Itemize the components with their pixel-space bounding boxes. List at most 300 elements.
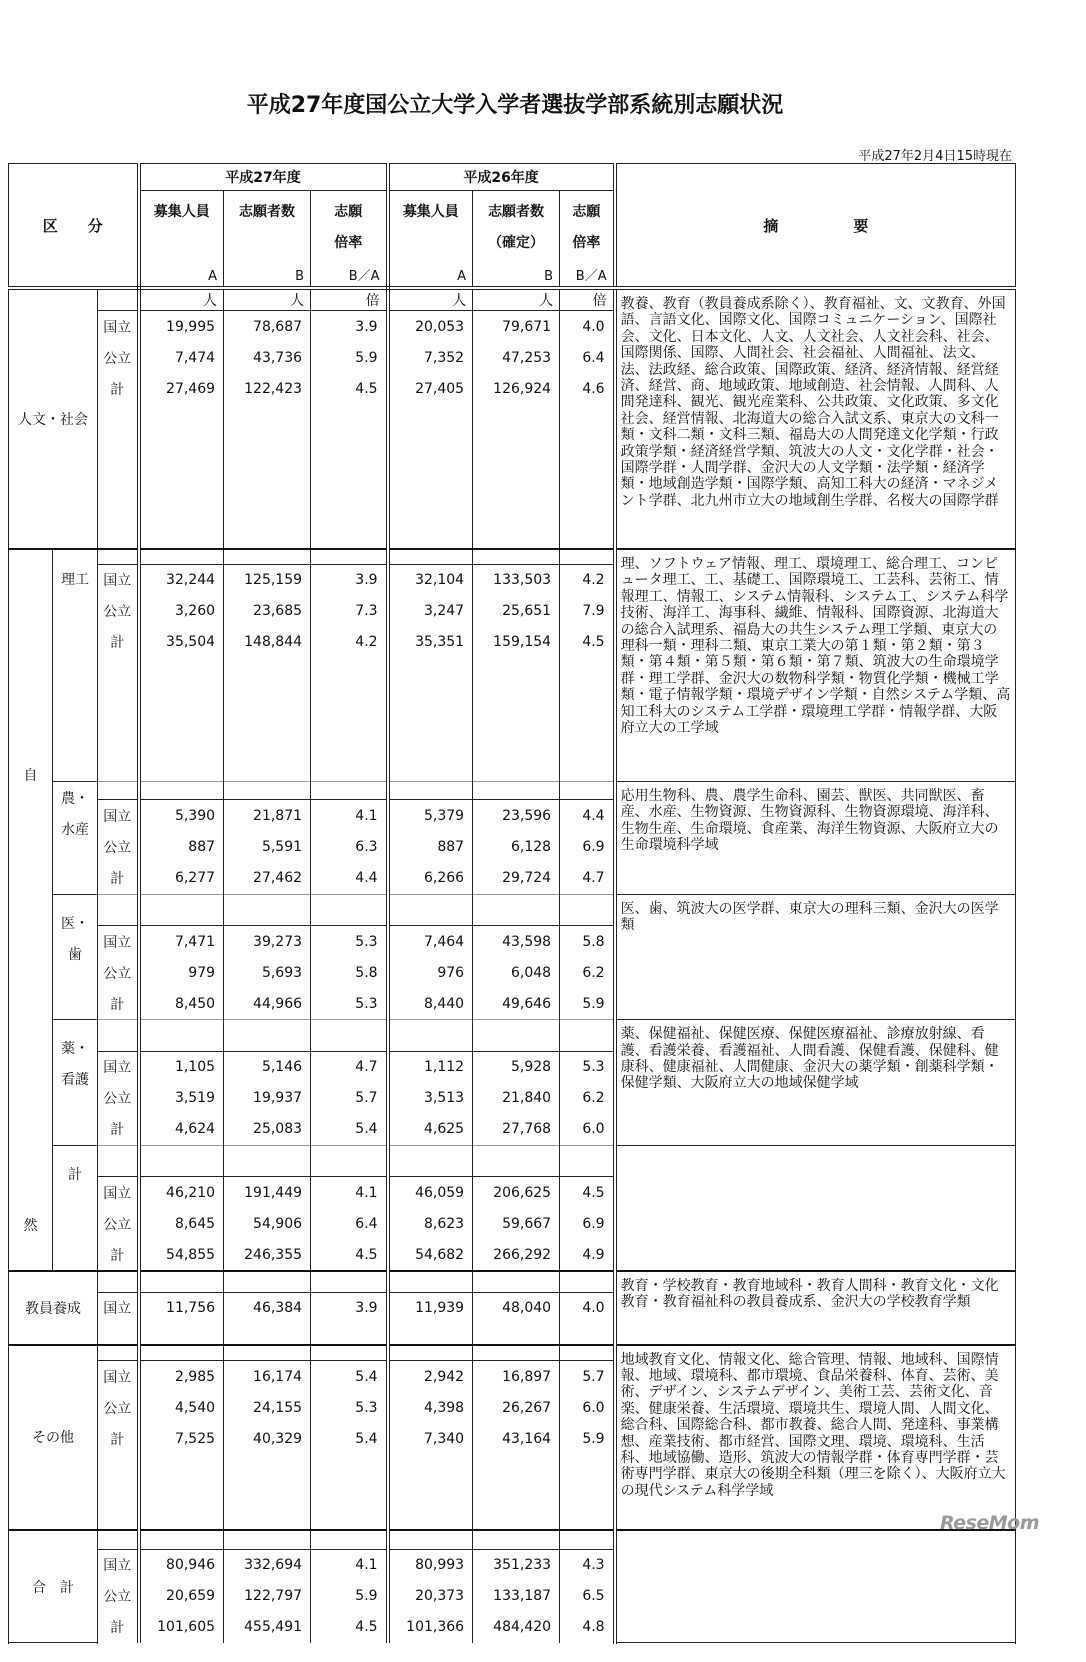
kind-pad <box>98 1271 139 1292</box>
applicants-2015: 5,591 <box>224 831 311 862</box>
cell-pad <box>311 782 388 800</box>
page-title: 平成27年度国公立大学入学者選抜学部系統別志願状況 <box>246 93 784 118</box>
applicants-2015: 27,462 <box>224 862 311 893</box>
cell-pad <box>473 1530 560 1549</box>
ratio-2014: 4.5 <box>560 627 615 658</box>
cell-pad <box>388 1145 473 1176</box>
recruit-2015: 32,244 <box>139 564 224 596</box>
row-kind: 計 <box>98 1423 139 1454</box>
row-kind: 公立 <box>98 596 139 627</box>
row-kind: 国立 <box>98 1292 139 1324</box>
cell-pad <box>139 549 224 564</box>
cell-pad <box>388 404 473 549</box>
recruit-2015: 887 <box>139 831 224 862</box>
recruit-2014: 35,351 <box>388 627 473 658</box>
ratio-2015: 5.3 <box>311 1392 388 1423</box>
recruit-2015: 8,645 <box>139 1208 224 1239</box>
recruit-2014: 4,398 <box>388 1392 473 1423</box>
category-label-shizen <box>9 549 53 1271</box>
applicants-2014: 6,128 <box>473 831 560 862</box>
applicants-2014: 266,292 <box>473 1239 560 1270</box>
cell-pad <box>473 1324 560 1345</box>
ratio-2014: 4.5 <box>560 1177 615 1209</box>
cell-pad <box>473 549 560 564</box>
applicants-2015: 191,449 <box>224 1177 311 1209</box>
header-cols27-col-0 <box>139 191 224 289</box>
category-label: 農・ 水産 <box>53 782 98 895</box>
cell-pad <box>473 1345 560 1361</box>
applicants-2015: 332,694 <box>224 1549 311 1581</box>
category-label: 合 計 <box>9 1530 98 1643</box>
kind-pad <box>98 658 139 782</box>
kind-pad <box>98 1145 139 1176</box>
kind-pad <box>98 1324 139 1345</box>
resemom-watermark-logo: ReseMom <box>940 1512 1040 1534</box>
applicants-2014: 43,164 <box>473 1423 560 1454</box>
summary-cell: 教養、教育（教員養成系除く）、教育福祉、文、文教育、外国語、言語文化、国際文化、国際コミュニケーション、国際社会、文化、日本文化、人文、人文社会、人文社会科、社会、国際関係、国際、人間社会、社会福祉、人間福祉、法文、法、法政経、総合政策、国際政策、経済、経済情報、経営経済、経営、商、地域政策、地域創造、社会情報、人間科、人間発達科、観光、観光産業科、公共政策、文化政策、多文化社会、経営情報、北海道大の総合入試文系、東京大の文科一類・文科二類・文科三類、福島大の人間発達文化学類・行政政策学類・経済経営学類、筑波大の人文・文化学群・社会・国際学群・人間学群、金沢大の人文学類・法学類・経済学類・地域創造学類・国際学類、高知工科大の経済・マネジメント学群、北九州市立大の地域創生学群、名桜大の国際学群 <box>615 288 1016 549</box>
applicants-2015: 5,146 <box>224 1051 311 1083</box>
applicants-2014: 6,048 <box>473 957 560 988</box>
recruit-2014: 101,366 <box>388 1612 473 1643</box>
row-kind: 計 <box>98 862 139 893</box>
applicants-2014: 59,667 <box>473 1208 560 1239</box>
ratio-2014: 4.6 <box>560 373 615 404</box>
recruit-2015: 2,985 <box>139 1361 224 1393</box>
recruit-2015: 6,277 <box>139 862 224 893</box>
cell-pad <box>224 1271 311 1292</box>
recruit-2015: 7,525 <box>139 1423 224 1454</box>
applicants-2015: 122,423 <box>224 373 311 404</box>
ratio-2015: 6.3 <box>311 831 388 862</box>
recruit-2015: 3,260 <box>139 596 224 627</box>
cell-pad <box>560 658 615 782</box>
cell-pad <box>388 658 473 782</box>
applicants-2014: 484,420 <box>473 1612 560 1643</box>
recruit-2014: 54,682 <box>388 1239 473 1270</box>
row-kind: 国立 <box>98 1051 139 1083</box>
applicants-2015: 148,844 <box>224 627 311 658</box>
cell-pad <box>560 1454 615 1530</box>
row-kind: 計 <box>98 627 139 658</box>
category-label: 教員養成 <box>9 1271 98 1345</box>
cell-pad <box>311 1020 388 1051</box>
cell-pad <box>473 1145 560 1176</box>
cell-pad <box>560 782 615 800</box>
cell-pad <box>388 549 473 564</box>
cell-pad <box>224 1324 311 1345</box>
ratio-2014: 5.3 <box>560 1051 615 1083</box>
recruit-2014: 887 <box>388 831 473 862</box>
summary-cell <box>615 1145 1016 1271</box>
ratio-2015: 5.8 <box>311 957 388 988</box>
ratio-2014: 4.9 <box>560 1239 615 1270</box>
header-year26: 平成26年度 <box>388 164 615 191</box>
applicants-2014: 48,040 <box>473 1292 560 1324</box>
applicants-2015: 246,355 <box>224 1239 311 1270</box>
cell-pad <box>139 1145 224 1176</box>
recruit-2014: 8,623 <box>388 1208 473 1239</box>
ratio-2014: 4.8 <box>560 1612 615 1643</box>
ratio-2014: 6.9 <box>560 831 615 862</box>
cell-pad <box>388 1324 473 1345</box>
recruit-2015: 4,540 <box>139 1392 224 1423</box>
cell-pad <box>311 549 388 564</box>
unit-label: 人 <box>139 288 224 311</box>
applicants-2015: 39,273 <box>224 926 311 958</box>
cell-pad <box>560 1020 615 1051</box>
cell-pad <box>388 1530 473 1549</box>
ratio-2015: 4.5 <box>311 373 388 404</box>
recruit-2014: 27,405 <box>388 373 473 404</box>
as-of-date: 平成27年2月4日15時現在 <box>858 149 1012 164</box>
applicants-2014: 16,897 <box>473 1361 560 1393</box>
recruit-2014: 8,440 <box>388 988 473 1019</box>
row-kind: 計 <box>98 1239 139 1270</box>
recruit-2015: 80,946 <box>139 1549 224 1581</box>
ratio-2014: 6.2 <box>560 1083 615 1114</box>
section-pad-row <box>9 782 1016 800</box>
applicants-2014: 27,768 <box>473 1114 560 1145</box>
row-kind: 公立 <box>98 1083 139 1114</box>
recruit-2014: 11,939 <box>388 1292 473 1324</box>
recruit-2015: 27,469 <box>139 373 224 404</box>
row-kind: 国立 <box>98 1177 139 1209</box>
applicants-2014: 29,724 <box>473 862 560 893</box>
applicants-2015: 44,966 <box>224 988 311 1019</box>
recruit-2014: 1,112 <box>388 1051 473 1083</box>
row-kind: 国立 <box>98 564 139 596</box>
category-label: その他 <box>9 1345 98 1531</box>
summary-cell: 薬、保健福祉、保健医療、保健医療福祉、診療放射線、看護、看護栄養、看護福祉、人間看護、保健看護、保健科、健康科、健康福祉、人間健康、金沢大の薬学類・創薬科学類・保健学類、大阪府立大の地域保健学域 <box>615 1020 1016 1145</box>
applicants-2015: 122,797 <box>224 1581 311 1612</box>
recruit-2015: 46,210 <box>139 1177 224 1209</box>
row-kind: 計 <box>98 1114 139 1145</box>
recruit-2014: 20,373 <box>388 1581 473 1612</box>
recruit-2014: 6,266 <box>388 862 473 893</box>
recruit-2014: 2,942 <box>388 1361 473 1393</box>
cell-pad <box>139 1454 224 1530</box>
ratio-2014: 4.7 <box>560 862 615 893</box>
recruit-2015: 3,519 <box>139 1083 224 1114</box>
cell-pad <box>473 1454 560 1530</box>
ratio-2014: 6.5 <box>560 1581 615 1612</box>
row-kind: 計 <box>98 373 139 404</box>
kind-pad <box>98 1345 139 1361</box>
kind-pad <box>98 404 139 549</box>
ratio-2015: 5.4 <box>311 1361 388 1393</box>
kind-pad <box>98 549 139 564</box>
row-kind: 国立 <box>98 311 139 343</box>
cell-pad <box>224 549 311 564</box>
ratio-2015: 4.7 <box>311 1051 388 1083</box>
row-kind: 国立 <box>98 1361 139 1393</box>
header-cols26-col-0 <box>388 191 473 289</box>
cell-pad <box>311 404 388 549</box>
ratio-2014: 5.9 <box>560 988 615 1019</box>
applicants-2014: 159,154 <box>473 627 560 658</box>
applicants-2014: 5,928 <box>473 1051 560 1083</box>
recruit-2014: 80,993 <box>388 1549 473 1581</box>
ratio-2015: 4.2 <box>311 627 388 658</box>
cell-pad <box>311 1271 388 1292</box>
recruit-2014: 4,625 <box>388 1114 473 1145</box>
cell-pad <box>224 404 311 549</box>
recruit-2015: 979 <box>139 957 224 988</box>
cell-pad <box>139 1530 224 1549</box>
cell-pad <box>139 404 224 549</box>
cell-pad <box>560 549 615 564</box>
cell-pad <box>139 1271 224 1292</box>
applicants-2014: 23,596 <box>473 800 560 832</box>
cell-pad <box>311 1324 388 1345</box>
section-pad-row <box>9 1020 1016 1051</box>
cell-pad <box>473 782 560 800</box>
recruit-2015: 4,624 <box>139 1114 224 1145</box>
ratio-2014: 7.9 <box>560 596 615 627</box>
cell-pad <box>224 894 311 925</box>
recruit-2015: 5,390 <box>139 800 224 832</box>
recruit-2015: 54,855 <box>139 1239 224 1270</box>
applicants-2014: 49,646 <box>473 988 560 1019</box>
ratio-2014: 6.4 <box>560 342 615 373</box>
cell-pad <box>224 1020 311 1051</box>
shizen-char: 然 <box>23 1218 38 1234</box>
row-kind: 国立 <box>98 1549 139 1581</box>
header-column-label: 志願 倍率 <box>572 204 601 251</box>
header-cols26-col-2 <box>560 191 615 289</box>
section-pad-row <box>9 549 1016 564</box>
applicants-2015: 16,174 <box>224 1361 311 1393</box>
kind-pad <box>98 288 139 311</box>
unit-label: 人 <box>224 288 311 311</box>
ratio-2015: 3.9 <box>311 1292 388 1324</box>
recruit-2014: 20,053 <box>388 311 473 343</box>
kind-pad <box>98 1530 139 1549</box>
header-category: 区 分 <box>9 164 139 289</box>
header-cols26-col-1 <box>473 191 560 289</box>
recruit-2014: 32,104 <box>388 564 473 596</box>
ratio-2014: 6.0 <box>560 1114 615 1145</box>
row-kind: 公立 <box>98 1208 139 1239</box>
recruit-2015: 19,995 <box>139 311 224 343</box>
recruit-2014: 7,352 <box>388 342 473 373</box>
cell-pad <box>311 894 388 925</box>
category-label: 人文・社会 <box>9 288 98 549</box>
cell-pad <box>139 1345 224 1361</box>
unit-label: 人 <box>388 288 473 311</box>
ratio-2015: 5.3 <box>311 988 388 1019</box>
header-column-label: 志願者数 （確定） <box>488 204 545 251</box>
cell-pad <box>224 1145 311 1176</box>
applicants-2014: 26,267 <box>473 1392 560 1423</box>
recruit-2015: 20,659 <box>139 1581 224 1612</box>
applicants-2014: 25,651 <box>473 596 560 627</box>
row-kind: 国立 <box>98 800 139 832</box>
cell-pad <box>311 1145 388 1176</box>
recruit-2014: 976 <box>388 957 473 988</box>
ratio-2015: 4.4 <box>311 862 388 893</box>
category-label: 医・ 歯 <box>53 894 98 1019</box>
header-column-formula: A <box>457 269 467 284</box>
applicants-2014: 21,840 <box>473 1083 560 1114</box>
section-pad-row <box>9 1271 1016 1292</box>
applicants-2015: 19,937 <box>224 1083 311 1114</box>
recruit-2015: 35,504 <box>139 627 224 658</box>
header-column-formula: A <box>208 269 218 284</box>
header-column-formula: B <box>295 269 305 284</box>
cell-pad <box>388 894 473 925</box>
ratio-2015: 3.9 <box>311 564 388 596</box>
cell-pad <box>224 1454 311 1530</box>
header-column-formula: B <box>544 269 554 284</box>
cell-pad <box>139 1020 224 1051</box>
cell-pad <box>224 1345 311 1361</box>
recruit-2015: 7,474 <box>139 342 224 373</box>
applicants-2015: 23,685 <box>224 596 311 627</box>
cell-pad <box>560 404 615 549</box>
recruit-2015: 1,105 <box>139 1051 224 1083</box>
application-status-table <box>8 163 1016 1643</box>
cell-pad <box>311 658 388 782</box>
cell-pad <box>560 1271 615 1292</box>
cell-pad <box>311 1454 388 1530</box>
cell-pad <box>388 1020 473 1051</box>
applicants-2015: 5,693 <box>224 957 311 988</box>
ratio-2015: 5.4 <box>311 1423 388 1454</box>
cell-pad <box>224 1530 311 1549</box>
cell-pad <box>560 1145 615 1176</box>
applicants-2014: 206,625 <box>473 1177 560 1209</box>
header-column-formula: B／A <box>575 269 607 284</box>
cell-pad <box>560 1324 615 1345</box>
cell-pad <box>473 894 560 925</box>
cell-pad <box>139 782 224 800</box>
applicants-2014: 126,924 <box>473 373 560 404</box>
kind-pad <box>98 1454 139 1530</box>
header-cols27-col-2 <box>311 191 388 289</box>
applicants-2015: 455,491 <box>224 1612 311 1643</box>
recruit-2015: 101,605 <box>139 1612 224 1643</box>
applicants-2015: 78,687 <box>224 311 311 343</box>
ratio-2014: 5.7 <box>560 1361 615 1393</box>
cell-pad <box>473 1271 560 1292</box>
kind-pad <box>98 782 139 800</box>
cell-pad <box>473 404 560 549</box>
cell-pad <box>560 1345 615 1361</box>
ratio-2015: 6.4 <box>311 1208 388 1239</box>
unit-label: 倍 <box>560 288 615 311</box>
recruit-2015: 8,450 <box>139 988 224 1019</box>
applicants-2015: 40,329 <box>224 1423 311 1454</box>
ratio-2015: 4.1 <box>311 800 388 832</box>
ratio-2014: 4.2 <box>560 564 615 596</box>
recruit-2014: 5,379 <box>388 800 473 832</box>
ratio-2014: 4.0 <box>560 311 615 343</box>
summary-cell: 教育・学校教育・教育地域科・教育人間科・教育文化・文化教育・教育福祉科の教員養成系、金沢大の学校教育学類 <box>615 1271 1016 1345</box>
header-year27: 平成27年度 <box>139 164 388 191</box>
applicants-2015: 43,736 <box>224 342 311 373</box>
recruit-2015: 7,471 <box>139 926 224 958</box>
row-kind: 公立 <box>98 1392 139 1423</box>
row-kind: 計 <box>98 988 139 1019</box>
recruit-2015: 11,756 <box>139 1292 224 1324</box>
recruit-2014: 46,059 <box>388 1177 473 1209</box>
applicants-2014: 79,671 <box>473 311 560 343</box>
row-kind: 公立 <box>98 957 139 988</box>
ratio-2015: 7.3 <box>311 596 388 627</box>
shizen-char: 自 <box>23 768 38 784</box>
cell-pad <box>388 1271 473 1292</box>
row-kind: 国立 <box>98 926 139 958</box>
row-kind: 公立 <box>98 342 139 373</box>
cell-pad <box>388 1454 473 1530</box>
recruit-2014: 3,513 <box>388 1083 473 1114</box>
header-column-formula: B／A <box>348 269 380 284</box>
kind-pad <box>98 1020 139 1051</box>
ratio-2015: 4.5 <box>311 1612 388 1643</box>
ratio-2015: 3.9 <box>311 311 388 343</box>
recruit-2014: 3,247 <box>388 596 473 627</box>
ratio-2015: 4.5 <box>311 1239 388 1270</box>
cell-pad <box>473 1020 560 1051</box>
applicants-2015: 24,155 <box>224 1392 311 1423</box>
applicants-2014: 351,233 <box>473 1549 560 1581</box>
section-pad-row <box>9 1345 1016 1361</box>
ratio-2014: 4.4 <box>560 800 615 832</box>
applicants-2015: 25,083 <box>224 1114 311 1145</box>
section-pad-row <box>9 1530 1016 1549</box>
ratio-2014: 4.0 <box>560 1292 615 1324</box>
section-pad-row <box>9 288 1016 311</box>
header-column-label: 志願 倍率 <box>334 204 363 251</box>
applicants-2014: 43,598 <box>473 926 560 958</box>
category-label: 理工 <box>53 549 98 782</box>
ratio-2015: 5.4 <box>311 1114 388 1145</box>
cell-pad <box>473 658 560 782</box>
summary-cell: 医、歯、筑波大の医学群、東京大の理科三類、金沢大の医学類 <box>615 894 1016 1019</box>
cell-pad <box>311 1345 388 1361</box>
ratio-2014: 6.2 <box>560 957 615 988</box>
recruit-2014: 7,340 <box>388 1423 473 1454</box>
cell-pad <box>224 658 311 782</box>
recruit-2014: 7,464 <box>388 926 473 958</box>
header-column-label: 募集人員 <box>402 204 459 220</box>
row-kind: 公立 <box>98 1581 139 1612</box>
header-column-label: 志願者数 <box>239 204 296 220</box>
ratio-2015: 5.3 <box>311 926 388 958</box>
applicants-2015: 46,384 <box>224 1292 311 1324</box>
cell-pad <box>560 894 615 925</box>
cell-pad <box>560 1530 615 1549</box>
ratio-2015: 4.1 <box>311 1177 388 1209</box>
applicants-2015: 54,906 <box>224 1208 311 1239</box>
header-summary: 摘 要 <box>615 164 1016 289</box>
ratio-2015: 5.9 <box>311 342 388 373</box>
summary-cell: 地域教育文化、情報文化、総合管理、情報、地域科、国際情報、地域、環境科、都市環境、食品栄養科、体育、芸術、美術、デザイン、システムデザイン、美術工芸、芸術文化、音楽、健康栄養、生活環境、環境共生、環境人間、人間文化、総合科、国際総合科、都市教養、総合人間、発達科、事業構想、産業技術、都市経営、国際文理、環境、環境科、生活科、地域協働、造形、筑波大の情報学群・体育専門学群・芸術専門学群、東京大の後期全科類（理三を除く）、大阪府立大の現代システム科学学域 <box>615 1345 1016 1531</box>
category-label: 薬・ 看護 <box>53 1020 98 1145</box>
section-pad-row <box>9 1145 1016 1176</box>
cell-pad <box>139 1324 224 1345</box>
category-label: 計 <box>53 1145 98 1271</box>
unit-label: 人 <box>473 288 560 311</box>
ratio-2014: 5.8 <box>560 926 615 958</box>
applicants-2015: 21,871 <box>224 800 311 832</box>
section-pad-row <box>9 894 1016 925</box>
summary-cell <box>615 1530 1016 1643</box>
applicants-2015: 125,159 <box>224 564 311 596</box>
row-kind: 公立 <box>98 831 139 862</box>
applicants-2014: 47,253 <box>473 342 560 373</box>
